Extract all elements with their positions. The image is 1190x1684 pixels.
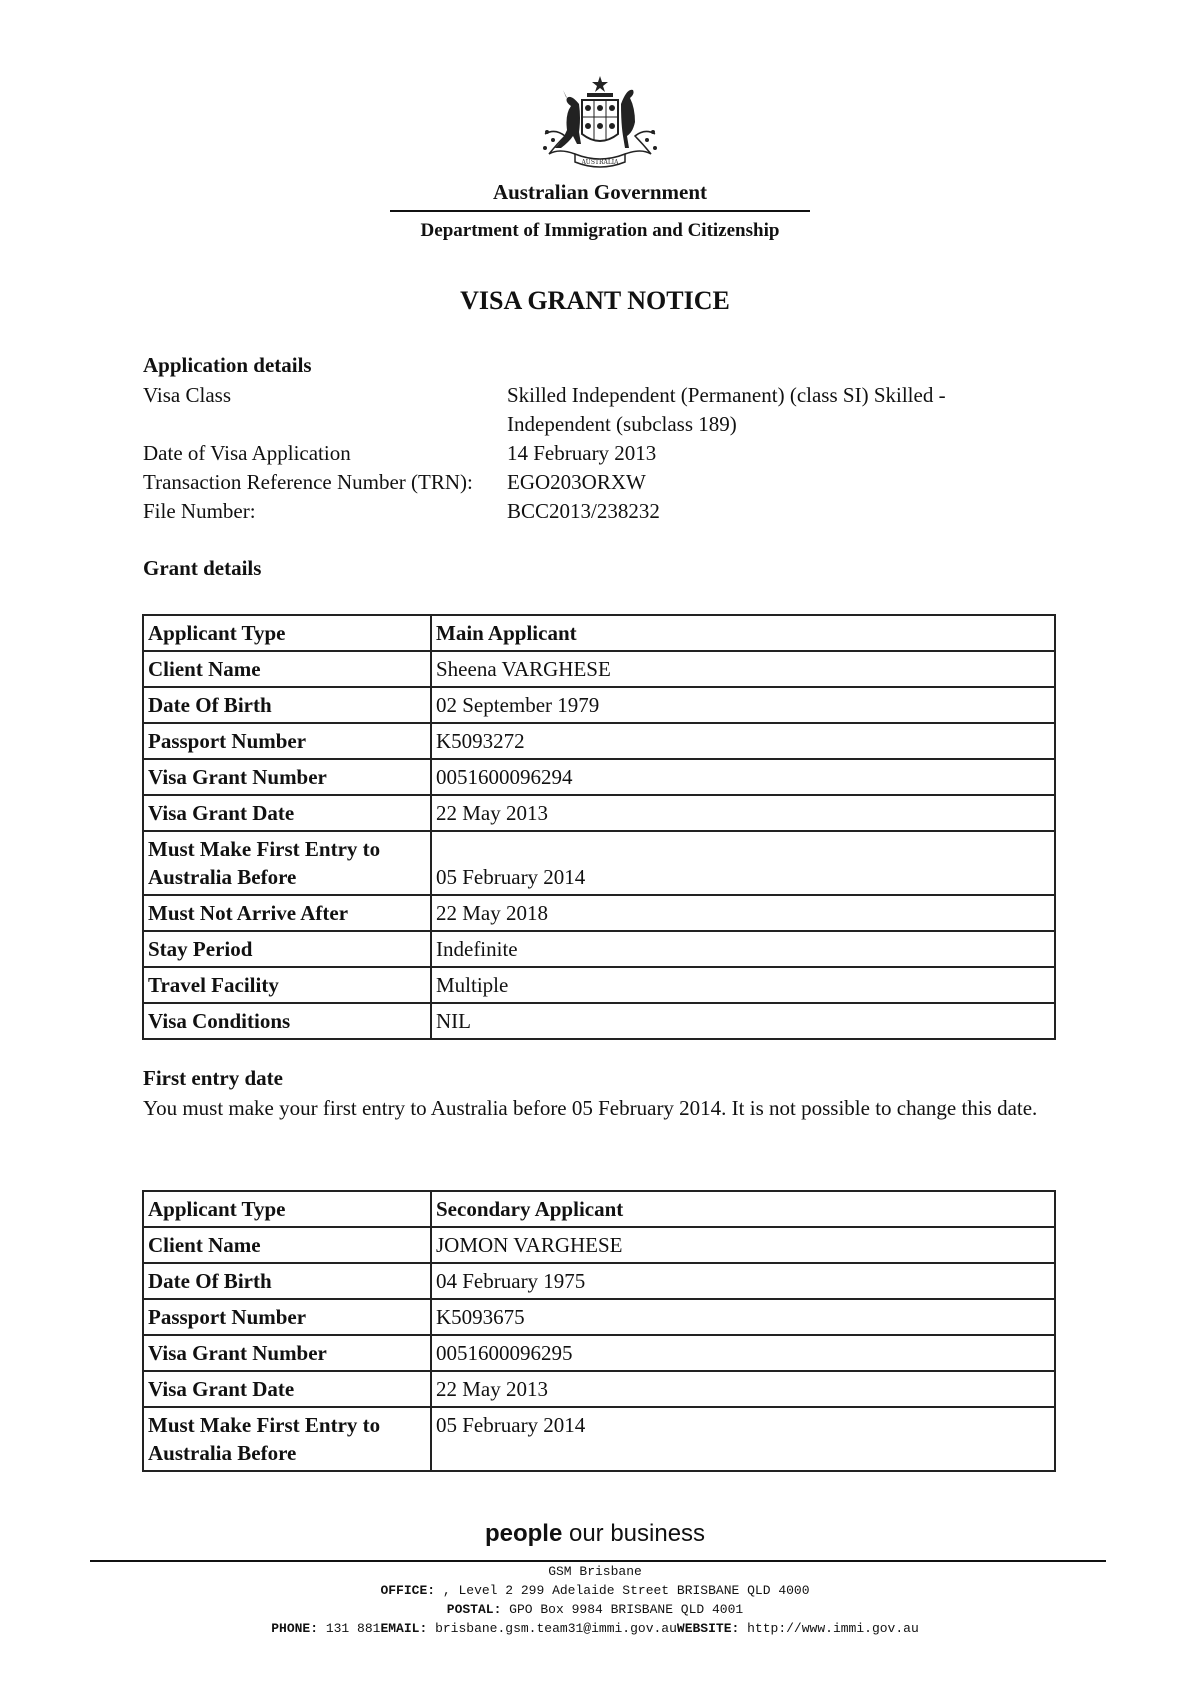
detail-value: 14 February 2013 [507,441,657,465]
website-link[interactable]: http://www.immi.gov.au [739,1621,919,1636]
table-cell-value: K5093675 [431,1299,1055,1335]
website-label: WEBSITE: [676,1621,740,1636]
detail-row-file-number [143,497,1063,526]
phone-label: PHONE: [271,1621,319,1636]
table-cell-label: Travel Facility [143,967,431,1003]
slogan-bold-word: people [484,1520,563,1547]
table-cell-label: Must Make First Entry to Australia Before [143,831,431,895]
table-row [143,1407,1055,1471]
table-cell-label: Visa Grant Number [143,1335,431,1371]
coat-of-arms-icon [535,74,665,174]
table-cell-label: Must Make First Entry to Australia Before [143,1407,431,1471]
table-cell-value: K5093272 [431,723,1055,759]
detail-label: Date of Visa Application [143,441,351,465]
table-cell-value: 22 May 2013 [431,795,1055,831]
table-row [143,687,1055,723]
table-cell-label: Passport Number [143,1299,431,1335]
detail-value: Skilled Independent (Permanent) (class SI) Skilled - Independent (subclass 189) [507,383,946,436]
detail-label: File Number: [143,499,256,523]
main-applicant-table [142,614,1056,1040]
table-row [143,1227,1055,1263]
table-row [143,723,1055,759]
table-cell-value: Multiple [431,967,1055,1003]
postal-value: GPO Box 9984 BRISBANE QLD 4001 [501,1602,744,1617]
table-row [143,1299,1055,1335]
table-cell-value: 05 February 2014 [431,831,1055,895]
table-cell-label: Applicant Type [143,615,431,651]
table-row [143,1335,1055,1371]
first-entry-text: You must make your first entry to Australia before 05 February 2014. It is not possible to change this date. [143,1096,1038,1120]
application-details-heading: Application details [143,353,312,377]
office-name: GSM Brisbane [548,1564,642,1579]
first-entry-heading: First entry date [143,1066,283,1090]
government-name: Australian Government [492,180,708,204]
table-cell-label: Date Of Birth [143,1263,431,1299]
table-row [143,931,1055,967]
header-divider [390,210,810,212]
table-row [143,651,1055,687]
phone-value: 131 881 [318,1621,381,1636]
table-cell-value: Indefinite [431,931,1055,967]
table-cell-value: 0051600096295 [431,1335,1055,1371]
footer-slogan [0,1520,1190,1548]
page-title: VISA GRANT NOTICE [460,286,730,315]
table-cell-label: Stay Period [143,931,431,967]
table-row [143,1003,1055,1039]
svg-text:AUSTRALIA: AUSTRALIA [581,159,619,166]
table-cell-label: Client Name [143,651,431,687]
detail-row-visa-class [143,381,1063,439]
table-cell-value: JOMON VARGHESE [431,1227,1055,1263]
table-cell-label: Passport Number [143,723,431,759]
table-cell-value: 04 February 1975 [431,1263,1055,1299]
table-cell-value: Secondary Applicant [431,1191,1055,1227]
department-name: Department of Immigration and Citizenship [420,220,780,241]
table-cell-label: Client Name [143,1227,431,1263]
table-row [143,1191,1055,1227]
secondary-applicant-table [142,1190,1056,1472]
table-cell-value: Sheena VARGHESE [431,651,1055,687]
application-details [143,381,1063,526]
table-row [143,831,1055,895]
table-cell-value: 22 May 2018 [431,895,1055,931]
table-cell-value: 22 May 2013 [431,1371,1055,1407]
table-row [143,1263,1055,1299]
table-row [143,967,1055,1003]
office-address [0,1581,1190,1600]
detail-label: Visa Class [143,383,231,407]
table-row [143,895,1055,931]
contact-line [0,1619,1190,1638]
table-cell-label: Date Of Birth [143,687,431,723]
table-row [143,795,1055,831]
table-cell-label: Visa Grant Number [143,759,431,795]
email-label: EMAIL: [380,1621,428,1636]
footer-contact [0,1562,1190,1638]
grant-details-heading: Grant details [143,556,262,580]
postal-label: POSTAL: [446,1602,502,1617]
table-cell-label: Visa Conditions [143,1003,431,1039]
table-cell-label: Applicant Type [143,1191,431,1227]
office-value: , Level 2 299 Adelaide Street BRISBANE QLD 4000 [435,1583,810,1598]
detail-row-trn [143,468,1063,497]
table-cell-label: Visa Grant Date [143,1371,431,1407]
postal-address [0,1600,1190,1619]
slogan-rest: our business [562,1520,706,1547]
table-row [143,1371,1055,1407]
table-cell-value: 05 February 2014 [431,1407,1055,1471]
detail-value: EGO203ORXW [507,470,646,494]
office-label: OFFICE: [380,1583,436,1598]
detail-row-application-date [143,439,1063,468]
detail-value: BCC2013/238232 [507,499,660,523]
table-row [143,759,1055,795]
table-row [143,615,1055,651]
detail-label: Transaction Reference Number (TRN): [143,470,473,494]
table-cell-label: Visa Grant Date [143,795,431,831]
table-cell-label: Must Not Arrive After [143,895,431,931]
table-cell-value: 02 September 1979 [431,687,1055,723]
table-cell-value: 0051600096294 [431,759,1055,795]
table-cell-value: Main Applicant [431,615,1055,651]
email-link[interactable]: brisbane.gsm.team31@immi.gov.au [427,1621,677,1636]
table-cell-value: NIL [431,1003,1055,1039]
